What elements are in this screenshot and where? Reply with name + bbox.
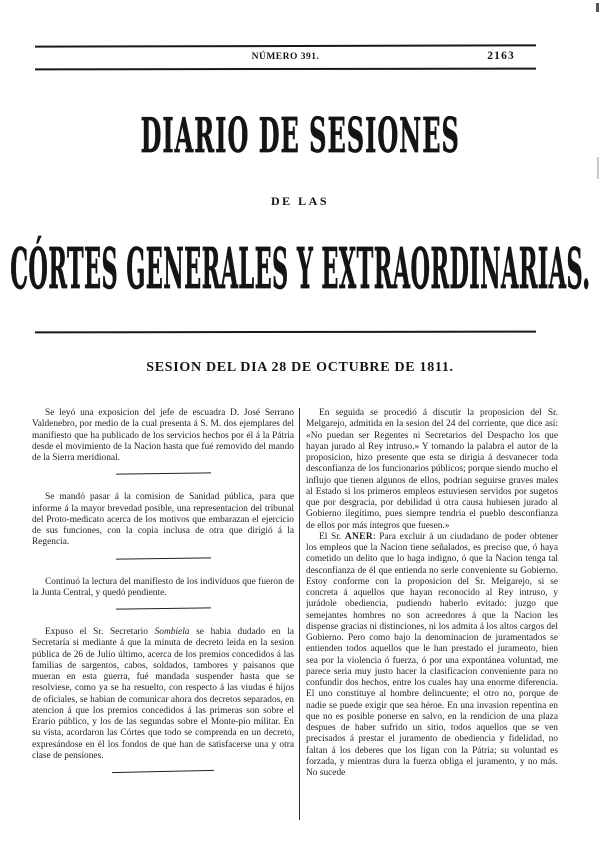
section-separator bbox=[112, 770, 214, 773]
issue-number: NÚMERO 391. bbox=[251, 52, 320, 62]
right-column bbox=[306, 408, 558, 820]
paragraph bbox=[32, 408, 294, 464]
masthead-title bbox=[0, 108, 600, 164]
scan-artifact-top-right bbox=[596, 3, 599, 12]
text-run: : Para excluir á un ciudadano de poder obtener los empleos que la Nacion tiene señalados, es preciso que, ó haya cometido un delito que lo haga indigno, ó que la Nacion tenga tal desconfianza de él que entienda no serle conveniente su Gobierno. Estoy conforme con la proposicion del Sr. Melgarejo, si se concreta á aquellos que hayan reconocido al Rey intruso, y jurádole obediencia, pudiendo haberlo evitado: juzgo que semejantes hombres no son acreedores á que la Nacion les dispense gracias ni distinciones, ni los admita á los altos cargos del Gobierno. Pero como bajo la denominacion de juramentados se entienden todos aquellos que le han prestado el juramento, bien sea por la violencia ó fuerza, ó por una expontánea voluntad, me parece seria muy justo hacer la clasificacion conveniente para no confundir dos hechos, entre los cuales hay una enorme diferencia. El uno constituye al hombre delincuente; el otro no, porque de nadie se puede exigir que sea héroe. En una invasion repentina en que no es posible ponerse en salvo, en la rendicion de una plaza despues de haber sufrido un sitio, todos aquellos que se ven precisados á prestar el juramento de obediencia y fidelidad, no faltan á los deberes que los ligan con la Pátria; su voluntad es forzada, y mientras dura la fuerza obliga el juramento, y no más. No sucede bbox=[306, 531, 558, 778]
section-rule bbox=[35, 331, 536, 334]
section-separator bbox=[115, 557, 210, 559]
masthead-connector-text: DE LAS bbox=[270, 194, 329, 208]
text-run: Expuso el Sr. Secretario bbox=[45, 627, 155, 637]
text-run: El Sr. bbox=[319, 531, 345, 542]
left-column bbox=[32, 408, 294, 820]
header-rule-bottom bbox=[35, 68, 536, 71]
text-run: ANER bbox=[344, 531, 373, 542]
paragraph bbox=[32, 577, 294, 600]
section-separator bbox=[115, 473, 210, 475]
paragraph bbox=[306, 408, 558, 532]
column-divider bbox=[299, 408, 300, 820]
paragraph bbox=[306, 532, 558, 780]
masthead-title-text: DIARIO DE SESIONES bbox=[140, 108, 460, 164]
text-run: Continuó la lectura del manifiesto de los indivíduos que fueron de la Junta Central, y quedó pendiente. bbox=[32, 576, 294, 598]
text-run: En seguida se procedió á discutir la proposicion del Sr. Melgarejo, admitida en la sesion del 24 del corriente, que dice así: «No puedan ser Regentes ni Secretarios del Despacho los que hayan jurado al Rey intruso.» Y tomando la palabra el autor de la proposicion, hizo presente que esta se dirigia á desvanecer toda desconfianza de los funcionarios públicos; porque siendo mucho el influjo que tienen algunos de ellos, podrian seguirse graves males al Estado si los primeros empleos estuviesen servidos por sugetos que por desgracia, por debilidad ú otra causa hubiesen jurado al Gobierno ilegítimo, pues siempre tendria el pueblo desconfianza de ellos por más íntegros que fuesen.» bbox=[306, 408, 558, 531]
session-heading: SESION DEL DIA 28 DE OCTUBRE DE 1811. bbox=[146, 360, 454, 375]
paragraph bbox=[32, 627, 294, 762]
text-run: Se mandó pasar á la comision de Sanidad pública, para que informe á la mayor brevedad posible, una representacion del tribunal del Proto-medicato acerca de los motivos que embarazan el ejercicio de sus funciones, con la copia inclusa de otra que dirigió á la Regencia. bbox=[32, 492, 294, 548]
masthead-connector bbox=[0, 194, 600, 209]
masthead-subtitle-text: CÓRTES GENERALES Y EXTRAORDINARIAS. bbox=[9, 236, 591, 302]
header-rule-top bbox=[35, 44, 536, 47]
page-number: 2163 bbox=[487, 50, 515, 62]
scan-artifact-right-edge bbox=[597, 157, 599, 179]
text-run: Se leyó una exposicion del jefe de escuadra D. José Serrano Valdenebro, por medio de la cual presenta á S. M. dos ejemplares del manifiesto que ha publicado de los servicios hechos por él á la Pátria desde el movimiento de la Nacion hasta que fué removido del mando de la Sierra meridional. bbox=[32, 408, 294, 463]
masthead-subtitle bbox=[0, 236, 600, 302]
section-separator bbox=[115, 607, 210, 609]
text-run: Sombiela bbox=[154, 627, 190, 637]
text-run: se habia dudado en la Secretaría si mediante á que la minuta de decreto leida en la sesion pública de 26 de Julio último, acerca de los premios concedidos á las familias de sargentos, cabos, soldados, tambores y paisanos que mueran en esta guerra, fué mandada suspender hasta que se resolviese, como ya se ha resuelto, con respecto á las viudas é hijos de oficiales, se habian de comunicar ahora dos decretos separados, en atencion á que los premios concedidos á las primeras son sobre el Erario público, y los de las segundas sobre el Monte-pío militar. En su vista, acordaron las Córtes que todo se comprenda en un decreto, expresándose en él los fondos de que han de satisfacerse una y otra clase de pensiones. bbox=[32, 627, 294, 761]
paragraph bbox=[32, 492, 294, 548]
